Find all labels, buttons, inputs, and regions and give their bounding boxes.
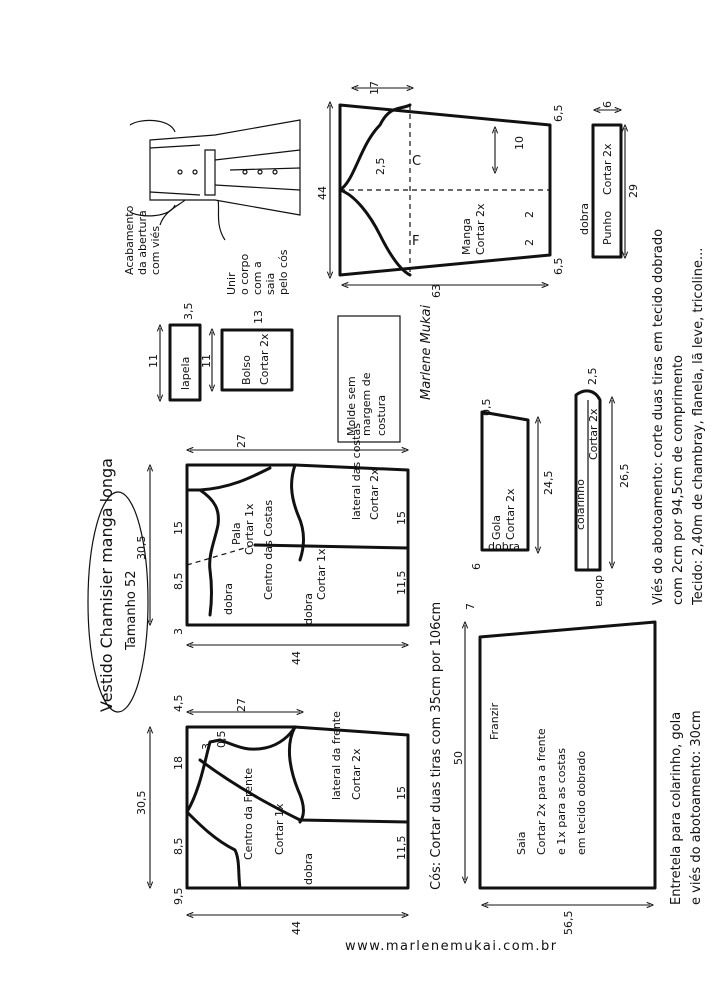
- skirt-len: 56,5: [562, 910, 575, 935]
- gola-name: Gola: [490, 514, 503, 540]
- skirt-cut1: Cortar 2x para a frente: [535, 728, 548, 855]
- molde-1: Molde sem: [345, 376, 358, 436]
- sleeve-top-17: 17: [368, 81, 381, 95]
- sleeve-cut: Cortar 2x: [474, 203, 487, 255]
- sleeve-piece: [316, 81, 565, 298]
- ann-unir-1: Unir: [225, 272, 238, 295]
- skirt-cut2: e 1x para as costas: [555, 747, 568, 855]
- front-cut: Cortar 1x: [273, 803, 286, 855]
- skirt-cut3: em tecido dobrado: [575, 750, 588, 855]
- lapela-w: 3,5: [182, 302, 195, 320]
- sleeve-10: 10: [513, 136, 526, 150]
- sleeve-c: C: [412, 154, 422, 169]
- skirt-gather: Franzir: [488, 702, 501, 740]
- front-bodice: [135, 695, 408, 936]
- sleeve-name: Manga: [460, 218, 473, 255]
- back-bodice: [135, 423, 408, 665]
- colarinho-fold: dobra: [593, 575, 606, 607]
- gola-len: 24,5: [542, 470, 555, 495]
- note-tecido: Tecido: 2,40m de chambray, flanela, lã leve, tricoline...: [691, 247, 706, 605]
- lapela-len: 11: [147, 354, 160, 368]
- pala-fold: dobra: [222, 583, 235, 615]
- bolso-cut: Cortar 2x: [258, 333, 271, 385]
- ann-acabamento-2: da abertura: [136, 210, 149, 275]
- note-cos: Cós: Cortar duas tiras com 35cm por 106cm: [429, 601, 444, 890]
- title-line1: Vestido Chamisier manga longa: [97, 458, 116, 712]
- ann-unir-2: o corpo: [238, 253, 251, 295]
- front-armhole: 15: [395, 786, 408, 800]
- front-side: lateral da frente: [330, 711, 343, 800]
- sleeve-cap-h: 6,5: [552, 104, 565, 122]
- back-center: Centro das Costas: [262, 499, 275, 600]
- gola-w: 6: [470, 563, 483, 570]
- colarinho-len: 26,5: [618, 463, 631, 488]
- skirt-offset: 7: [464, 603, 477, 610]
- front-half: 0,5: [215, 730, 228, 748]
- colarinho-cut: Cortar 2x: [587, 408, 600, 460]
- title-line2: Tamanho 52: [124, 570, 139, 650]
- website: www.marlenemukai.com.br: [345, 939, 558, 954]
- cuff-len: 29: [627, 184, 640, 198]
- skirt-name: Saia: [515, 831, 528, 855]
- note-vies-2: com 2cm por 94,5cm de comprimento: [671, 355, 686, 605]
- front-dart: 3: [200, 743, 213, 750]
- back-lower: 11,5: [395, 570, 408, 595]
- back-side: lateral das costas: [350, 423, 363, 520]
- front-center-85: 8,5: [172, 837, 185, 855]
- lapela-name: lapela: [179, 356, 192, 390]
- back-pala: 15: [172, 521, 185, 535]
- sleeve-bot: 6,5: [552, 257, 565, 275]
- gola-fold: dobra: [488, 540, 520, 553]
- ann-unir-4: saia: [264, 272, 277, 295]
- colarinho-w: 2,5: [586, 367, 599, 385]
- front-neck: 18: [172, 756, 185, 770]
- svg-text:Acabamento da abertura: [123, 202, 162, 275]
- back-center-85: 8,5: [172, 572, 185, 590]
- svg-text:Unir o corpo com a: [225, 249, 290, 295]
- signature: Marlene Mukai: [419, 304, 434, 400]
- sleeve-cap-44: 44: [316, 186, 329, 200]
- bolso-piece: [200, 310, 292, 390]
- svg-text:Manga Cortar 2x: [460, 203, 487, 255]
- cuff-name: Punho: [601, 210, 614, 245]
- gola-piece: [470, 399, 555, 571]
- skirt-piece: [452, 603, 655, 935]
- pala-name: Pala: [230, 522, 243, 545]
- note-entretela-2: e viés do abotoamento: 30cm: [689, 710, 704, 905]
- ann-acabamento-1: Acabamento: [123, 205, 136, 275]
- back-small: 3: [172, 628, 185, 635]
- front-width: 44: [290, 921, 303, 935]
- note-vies-1: Viés do abotoamento: corte duas tiras em tecido dobrado: [651, 228, 666, 605]
- sleeve-25: 2,5: [374, 157, 387, 175]
- front-bottom: 9,5: [172, 887, 185, 905]
- molde-note: [338, 305, 434, 442]
- front-lower: 11,5: [395, 835, 408, 860]
- back-height: 30,5: [135, 535, 148, 560]
- back-top: 27: [235, 434, 248, 448]
- bolso-name: Bolso: [240, 355, 253, 385]
- bolso-len: 11: [200, 354, 213, 368]
- colarinho-piece: [574, 368, 631, 607]
- gola-cut: Cortar 2x: [504, 488, 517, 540]
- title-block: [88, 458, 148, 712]
- front-top: 27: [235, 698, 248, 712]
- back-side-cut: Cortar 2x: [368, 468, 381, 520]
- front-center: Centro da Frente: [242, 767, 255, 860]
- front-fold: dobra: [302, 853, 315, 885]
- back-cut: Cortar 1x: [315, 548, 328, 600]
- cuff-piece: [578, 101, 640, 257]
- gola-tip: 0,5: [480, 398, 493, 416]
- sleeve-f: F: [412, 234, 420, 249]
- skirt-w: 50: [452, 751, 465, 765]
- sleeve-2a: 2: [523, 211, 536, 218]
- back-armhole: 15: [395, 511, 408, 525]
- colarinho-name: colarinho: [574, 479, 587, 530]
- lapela-piece: [147, 303, 200, 401]
- molde-2: margem de: [360, 372, 373, 436]
- back-fold: dobra: [302, 593, 315, 625]
- pala-cut: Cortar 1x: [243, 503, 256, 555]
- ann-unir-3: com a: [251, 261, 264, 295]
- ann-unir-5: pelo cós: [277, 249, 290, 295]
- note-entretela-1: Entretela para colarinho, gola: [669, 711, 684, 905]
- bolso-w: 13: [252, 310, 265, 324]
- front-side-cut: Cortar 2x: [350, 748, 363, 800]
- cuff-cut: Cortar 2x: [601, 143, 614, 195]
- dress-illustration: [123, 120, 300, 295]
- cuff-w: 6: [601, 101, 614, 108]
- ann-acabamento-3: com viés: [149, 225, 162, 275]
- molde-3: costura: [375, 394, 388, 436]
- front-height: 30,5: [135, 790, 148, 815]
- front-shoulder: 4,5: [172, 694, 185, 712]
- notes-right: [651, 229, 706, 905]
- sleeve-len-63: 63: [430, 284, 443, 298]
- back-width: 44: [290, 651, 303, 665]
- sleeve-2b: 2: [523, 239, 536, 246]
- cuff-fold: dobra: [578, 203, 591, 235]
